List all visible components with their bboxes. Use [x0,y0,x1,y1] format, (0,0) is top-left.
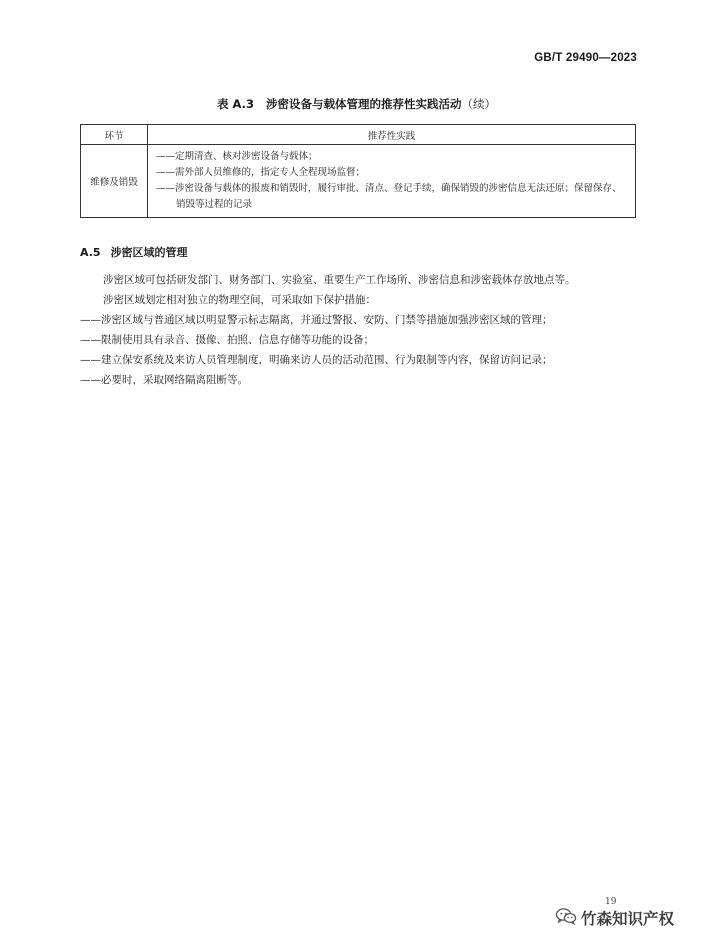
table-cell-practices [148,145,636,218]
section-number: A.5 [80,246,101,259]
recommended-practices-table [80,124,636,218]
page-number: 19 [605,897,617,907]
paragraph: 涉密区域可包括研发部门、财务部门、实验室、重要生产工作场所、涉密信息和涉密载体存放地点等。 [103,274,576,286]
list-item: ——必要时，采取网络隔离阻断等。 [80,374,248,386]
table-header-row [81,125,636,145]
practice-item: ——定期清查、核对涉密设备与载体； [156,151,318,162]
section-body [80,270,636,390]
watermark [555,907,674,929]
table-cell-stage: 维修及销毁 [81,145,148,218]
wechat-icon [555,907,577,929]
list-item: ——建立保安系统及来访人员管理制度，明确来访人员的活动范围、行为限制等内容，保留访问记录； [80,354,553,366]
practice-item: ——需外部人员维修的，指定专人全程现场监督； [156,167,366,178]
table-row [81,145,636,218]
table-title [0,96,713,112]
column-header-stage: 环节 [81,125,148,145]
list-item: ——限制使用具有录音、摄像、拍照、信息存储等功能的设备； [80,334,374,346]
column-header-practice: 推荐性实践 [148,125,636,145]
section-heading [80,244,188,260]
table-continued-label: （续） [461,97,496,111]
paragraph: 涉密区域划定相对独立的物理空间，可采取如下保护措施： [103,294,376,306]
practice-item: ——涉密设备与载体的报废和销毁时，履行审批、清点、登记手续，确保销毁的涉密信息无法还原；保留保存、销毁等过程的记录 [156,183,622,210]
standard-code: GB/T 29490—2023 [534,52,637,64]
table-title-text: 表 A.3 涉密设备与载体管理的推荐性实践活动 [217,97,462,111]
watermark-text: 竹森知识产权 [581,910,675,928]
list-item: ——涉密区域与普通区域以明显警示标志隔离，并通过警报、安防、门禁等措施加强涉密区域的管理； [80,314,553,326]
section-title: 涉密区域的管理 [110,246,188,259]
